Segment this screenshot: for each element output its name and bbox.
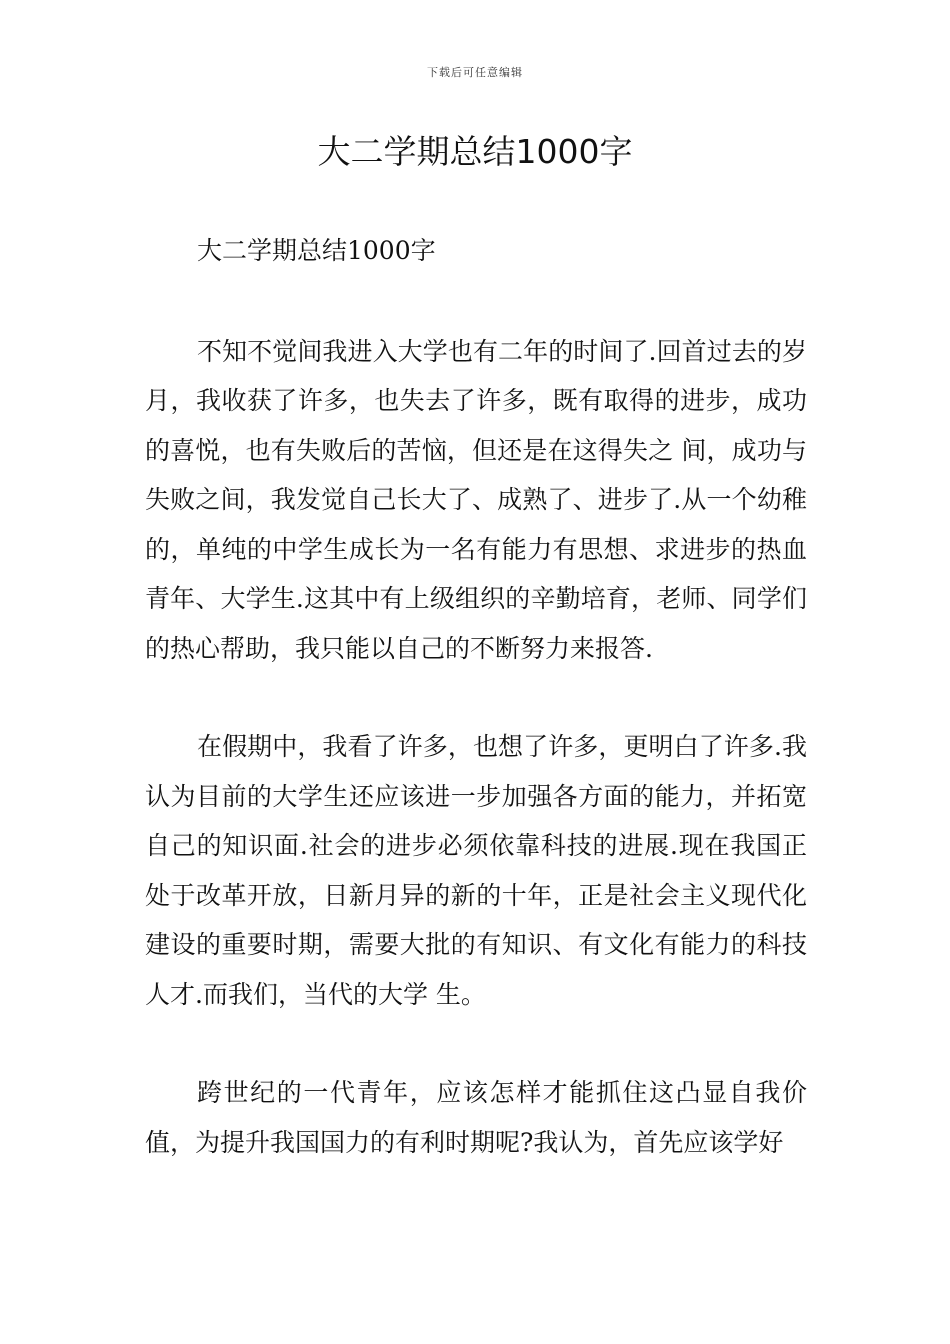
subtitle-line: 大二学期总结1000字 <box>197 236 436 265</box>
document-title: 大二学期总结1000字 <box>317 132 633 171</box>
document-body <box>145 226 807 1167</box>
paragraph-2: 在假期中，我看了许多，也想了许多，更明白了许多.我认为目前的大学生还应该进一步加强各方面的能力，并拓宽自己的知识面.社会的进步必须依靠科技的进展.现在我国正处于改革开放，日新月异的新的十年，正是社会主义现代化建设的重要时期，需要大批的有知识、有文化有能力的科技人才.而我们，当代的大学 生。 <box>145 732 807 1009</box>
header-note: 下载后可任意编辑 <box>427 66 523 79</box>
paragraph-3: 跨世纪的一代青年，应该怎样才能抓住这凸显自我价值，为提升我国国力的有利时期呢?我认为，首先应该学好 <box>145 1078 807 1157</box>
paragraph-1: 不知不觉间我进入大学也有二年的时间了.回首过去的岁月，我收获了许多，也失去了许多，既有取得的进步，成功的喜悦，也有失败后的苦恼，但还是在这得失之 间，成功与失败之间，我发觉自己长大了、成熟了、进步了.从一个幼稚的，单纯的中学生成长为一名有能力有思想、求进步的热血青年、大学生.这其中有上级组织的辛勤培育，老师、同学们的热心帮助，我只能以自己的不断努力来报答. <box>145 336 807 663</box>
